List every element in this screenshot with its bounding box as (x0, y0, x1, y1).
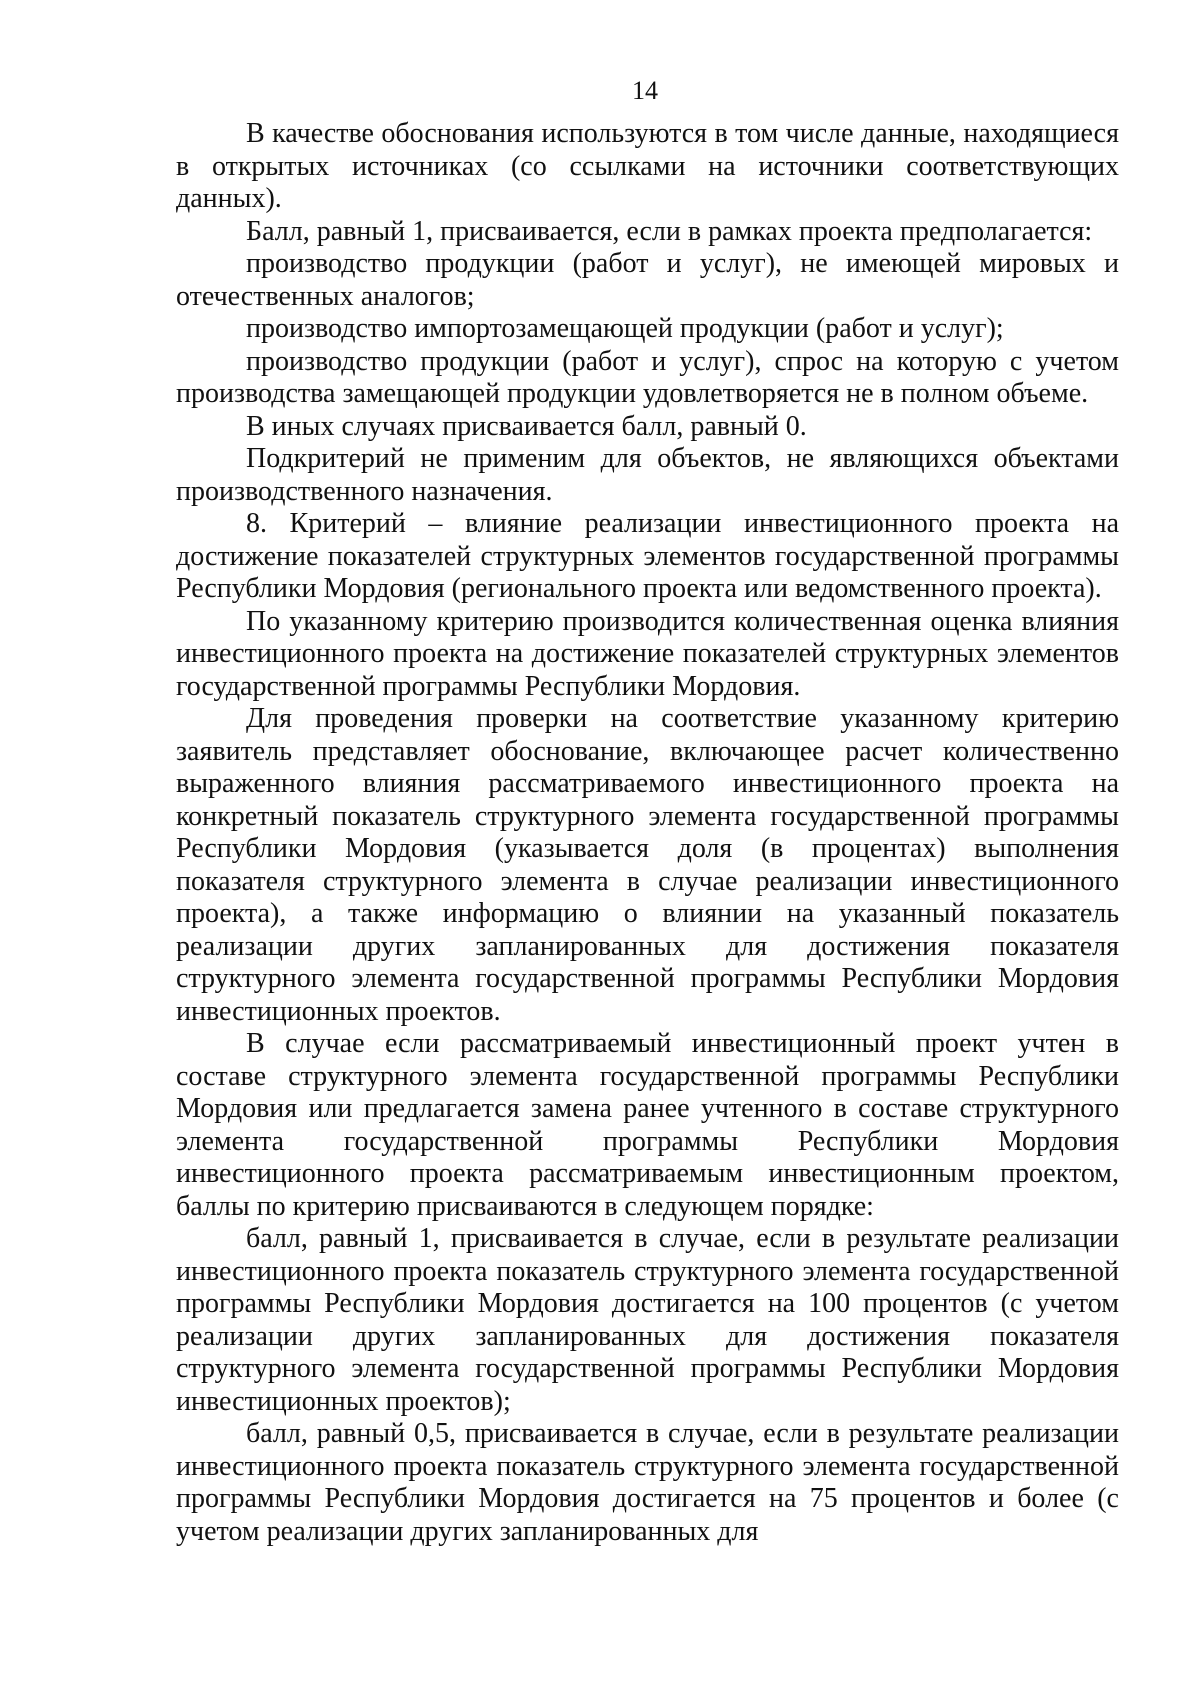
paragraph-import-substitution: производство импортозамещающей продукции (работ и услуг); (246, 313, 1004, 344)
paragraph-no-analogues: производство продукции (работ и услуг), не имеющей мировых и отечественных аналогов; (176, 248, 1119, 312)
paragraph-justification-sources: В качестве обоснования используются в том числе данные, находящиеся в открытых источниках (со ссылками на источники соответствующих данных). (176, 118, 1119, 214)
document-body (176, 118, 1119, 1548)
paragraph-subcriterion-not-applicable: Подкритерий не применим для объектов, не являющихся объектами производственного назначения. (176, 443, 1119, 507)
paragraph-score-0: В иных случаях присваивается балл, равный 0. (246, 410, 807, 442)
paragraph-scoring-order: В случае если рассматриваемый инвестиционный проект учтен в составе структурного элемента государственной программы Республики Мордовия или предлагается замена ранее учтенного в составе структурного элемента государственной программы Республики Мордовия инвестиционного проекта рассматриваемым инвестиционным проектом, баллы по критерию присваиваются в следующем порядке: (176, 1028, 1119, 1222)
paragraph-unmet-demand: производство продукции (работ и услуг), спрос на которую с учетом производства замещающей продукции удовлетворяется не в полном объеме. (176, 345, 1119, 409)
paragraph-score-1-intro: Балл, равный 1, присваивается, если в рамках проекта предполагается: (246, 215, 1093, 247)
paragraph-score-0-5-75-percent: балл, равный 0,5, присваивается в случае, если в результате реализации инвестиционного проекта показатель структурного элемента государственной программы Республики Мордовия достигается на 75 процентов и более (с учетом реализации других запланированных для (176, 1418, 1119, 1547)
paragraph-criterion-8: 8. Критерий – влияние реализации инвестиционного проекта на достижение показателей структурных элементов государственной программы Республики Мордовия (регионального проекта или ведомственного проекта). (176, 508, 1119, 604)
paragraph-quantitative-assessment: По указанному критерию производится количественная оценка влияния инвестиционного проекта на достижение показателей структурных элементов государственной программы Республики Мордовия. (176, 605, 1119, 702)
page-number: 14 (632, 76, 658, 105)
paragraph-verification-justification: Для проведения проверки на соответствие указанному критерию заявитель представляет обоснование, включающее расчет количественно выраженного влияния рассматриваемого инвестиционного проекта на конкретный показатель структурного элемента государственной программы Республики Мордовия (указывается доля (в процентах) выполнения показателя структурного элемента в случае реализации инвестиционного проекта), а также информацию о влиянии на указанный показатель реализации других запланированных для достижения показателя структурного элемента государственной программы Республики Мордовия инвестиционных проектов. (176, 703, 1119, 1027)
paragraph-score-1-100-percent: балл, равный 1, присваивается в случае, если в результате реализации инвестиционного проекта показатель структурного элемента государственной программы Республики Мордовия достигается на 100 процентов (с учетом реализации других запланированных для достижения показателя структурного элемента государственной программы Республики Мордовия инвестиционных проектов); (176, 1223, 1119, 1417)
